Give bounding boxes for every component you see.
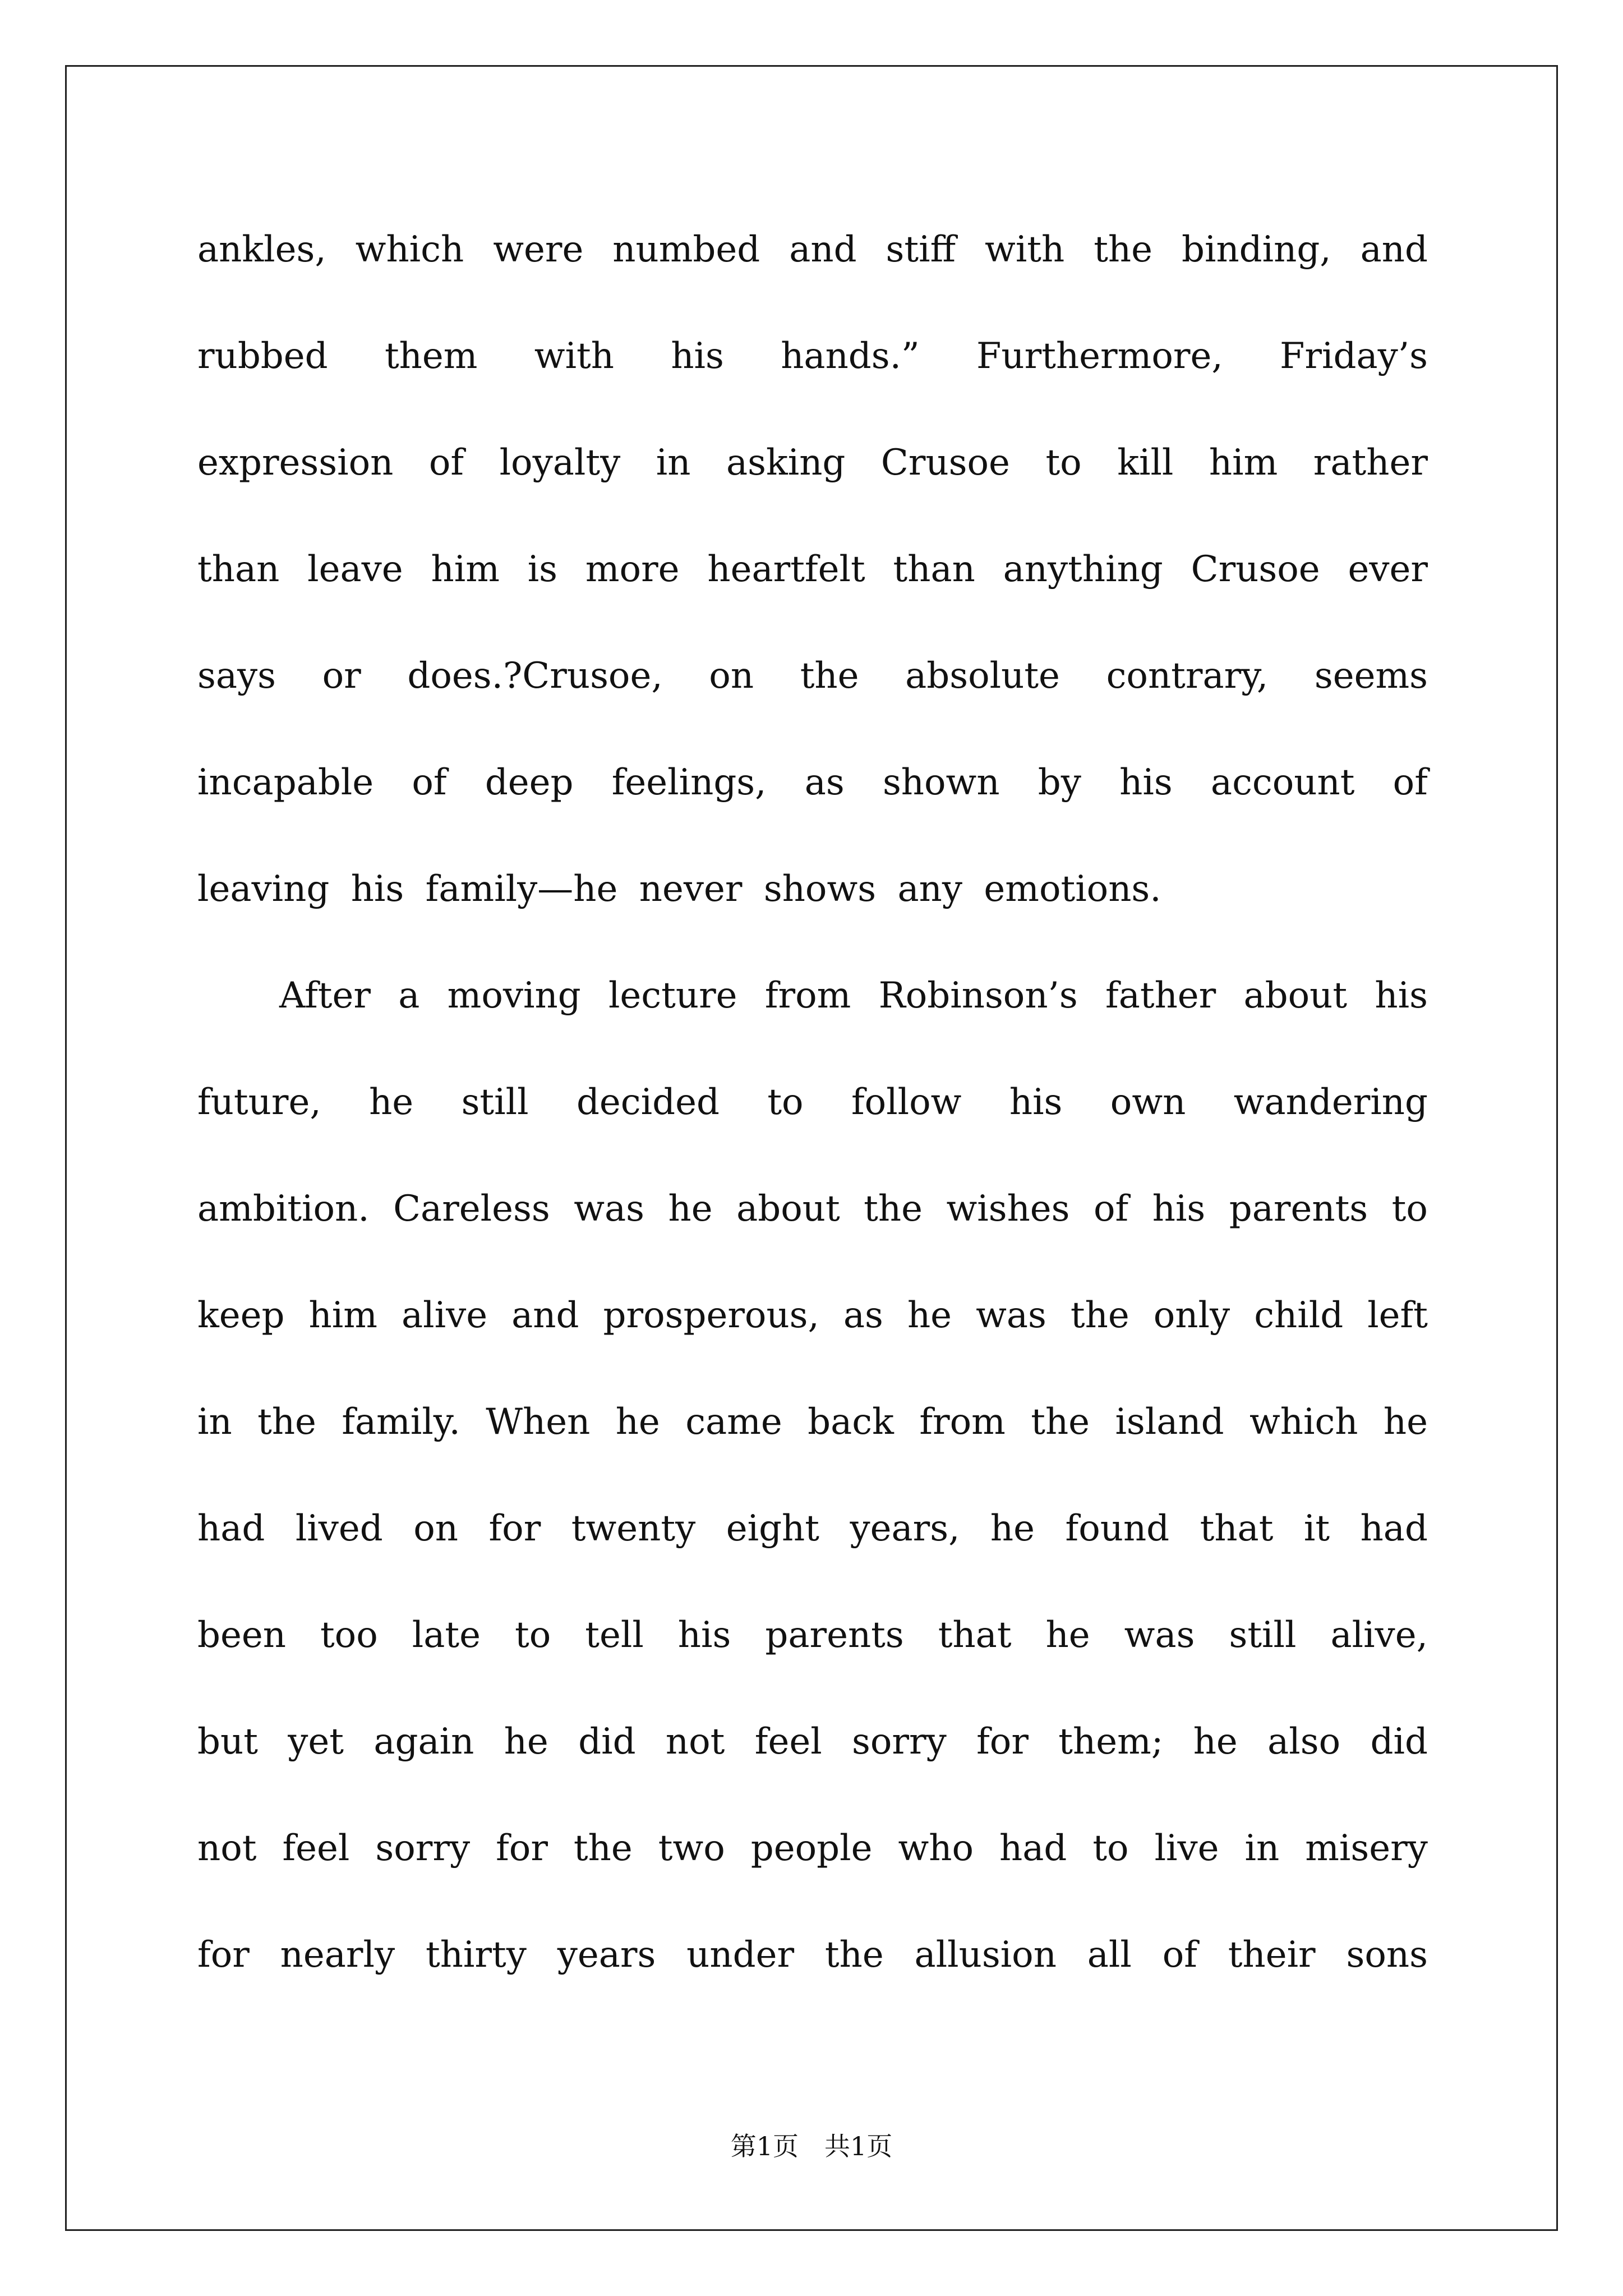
text-line-7: leaving his family—he never shows any emotions. xyxy=(197,868,1161,910)
text-line-12: in the family. When he came back from the island which he xyxy=(197,1401,1428,1443)
text-line-10: ambition. Careless was he about the wishes of his parents to xyxy=(197,1188,1428,1230)
text-line-5: says or does.?Crusoe, on the absolute contrary, seems xyxy=(197,655,1428,697)
text-line-2: rubbed them with his hands.” Furthermore, Friday’s xyxy=(197,335,1428,377)
text-line-14: been too late to tell his parents that he was still alive, xyxy=(197,1614,1428,1656)
document-body xyxy=(197,224,1428,2036)
text-line-8: After a moving lecture from Robinson’s father about his xyxy=(279,975,1428,1016)
text-line-6: incapable of deep feelings, as shown by his account of xyxy=(197,762,1428,803)
page-footer xyxy=(0,2126,1623,2163)
page-indicator: 第1页 共1页 xyxy=(730,2131,893,2161)
text-line-4: than leave him is more heartfelt than anything Crusoe ever xyxy=(197,549,1428,590)
text-line-3: expression of loyalty in asking Crusoe to kill him rather xyxy=(197,442,1428,484)
text-line-16: not feel sorry for the two people who had to live in misery xyxy=(197,1828,1428,1869)
text-line-1: ankles, which were numbed and stiff with the binding, and xyxy=(197,229,1428,270)
text-line-13: had lived on for twenty eight years, he found that it had xyxy=(197,1508,1428,1549)
text-line-9: future, he still decided to follow his own wandering xyxy=(197,1082,1428,1123)
text-line-17: for nearly thirty years under the allusion all of their sons xyxy=(197,1934,1428,1976)
text-line-11: keep him alive and prosperous, as he was the only child left xyxy=(197,1295,1428,1336)
text-line-15: but yet again he did not feel sorry for them; he also did xyxy=(197,1721,1428,1763)
